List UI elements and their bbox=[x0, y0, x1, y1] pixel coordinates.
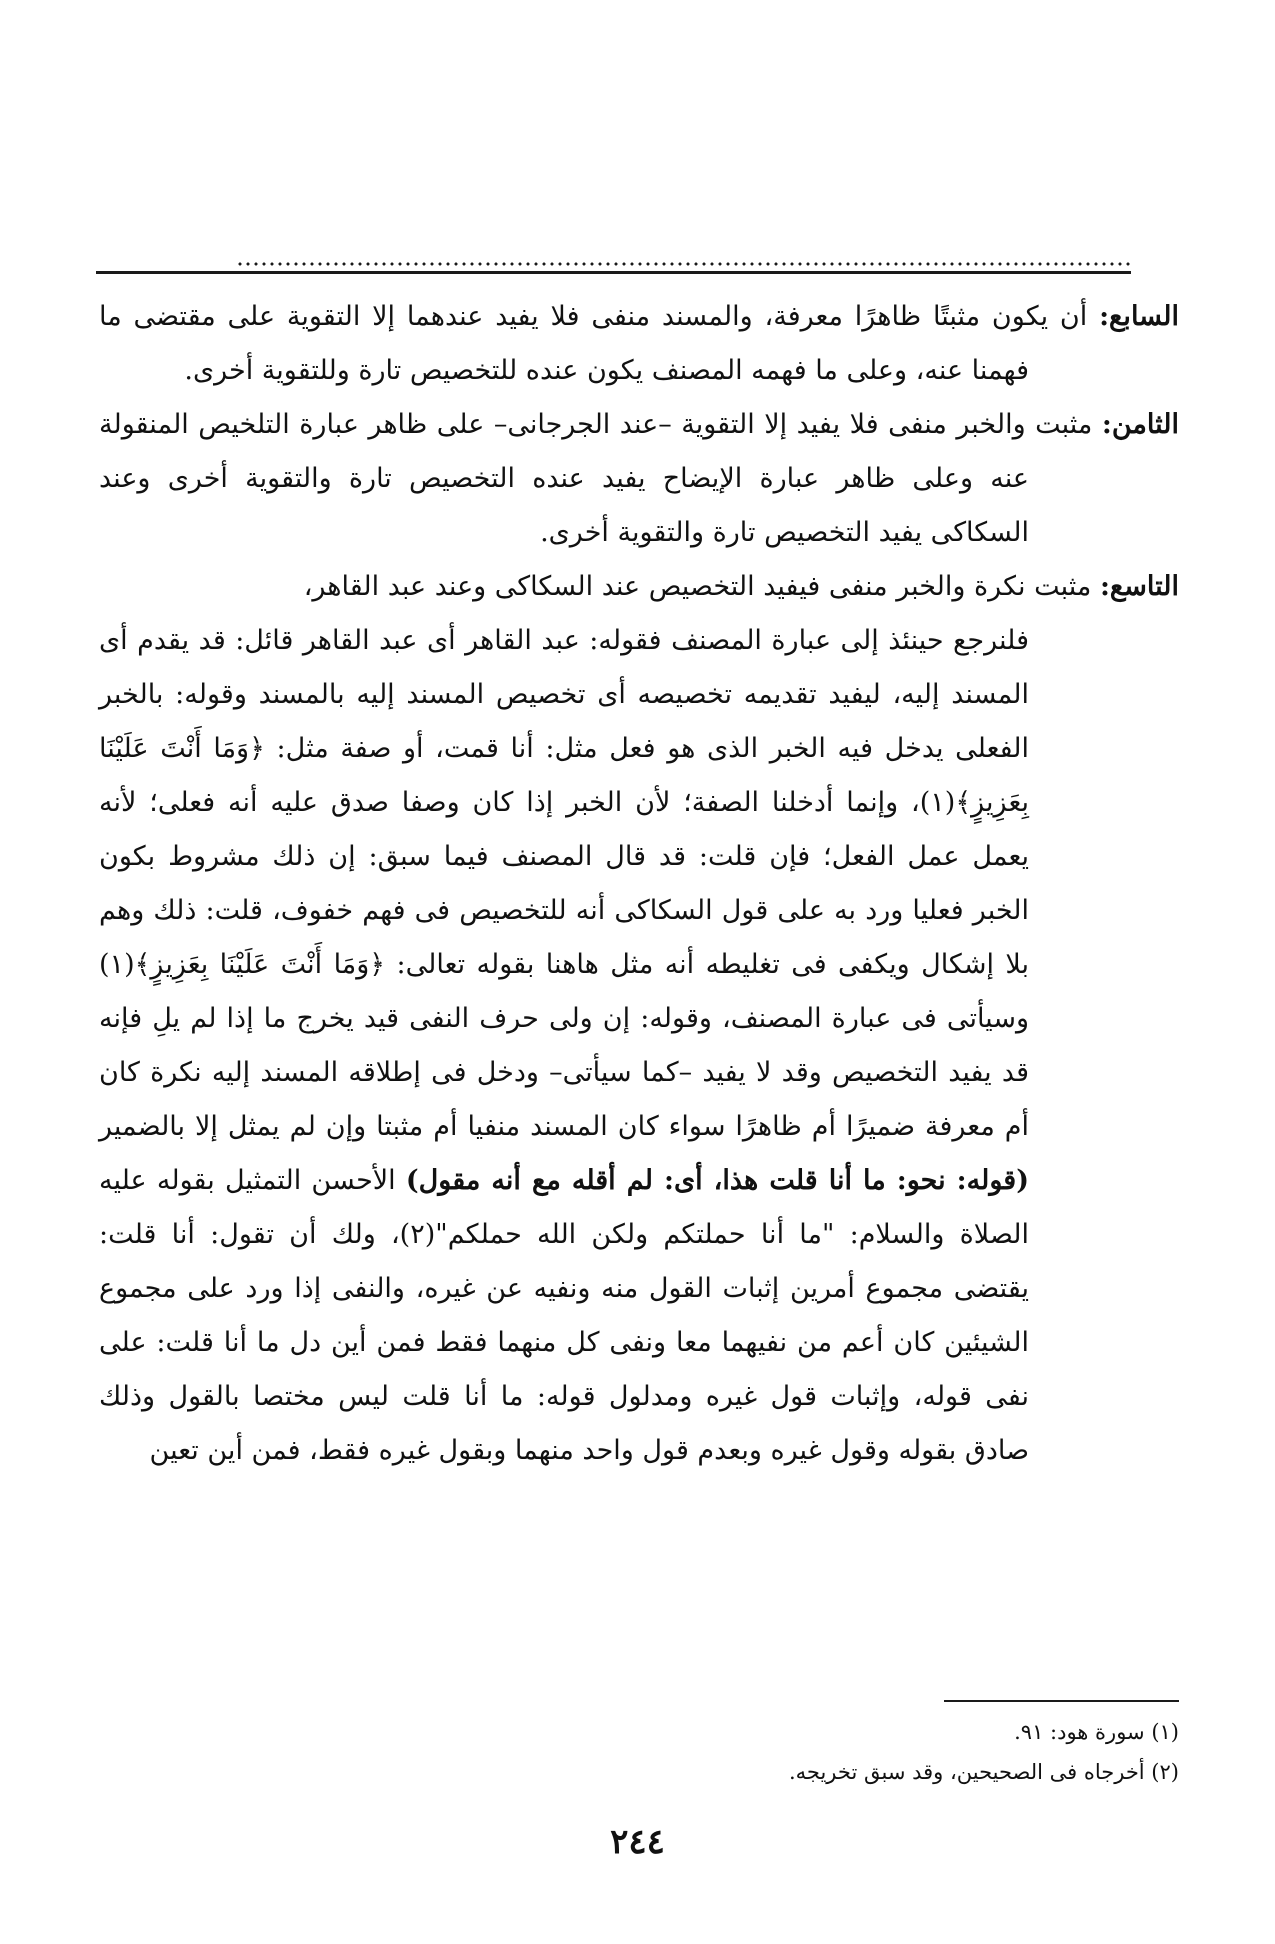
page-number: ٢٤٤ bbox=[610, 1822, 665, 1862]
paragraph-text: أن يكون مثبتًا ظاهرًا معرفة، والمسند منفى فلا يفيد عندهما إلا التقوية على مقتضى ما فهمنا عنه، وعلى ما فهمه المصنف يكون عنده للتخصيص تارة وللتقوية أخرى. bbox=[99, 301, 1088, 386]
commentary-bold-quote: (قوله: نحو: ما أنا قلت هذا، أى: لم أقله مع أنه مقول) bbox=[405, 1165, 1029, 1196]
footnote-rule bbox=[944, 1700, 1179, 1702]
commentary-text-part-2: الأحسن التمثيل بقوله عليه الصلاة والسلام: "ما أنا حملتكم ولكن الله حملكم"(٢)، ولك أن تقول: أنا قلت: يقتضى مجموع أمرين إثبات القول منه ونفيه عن غيره، والنفى إذا ورد على مجموع الشيئين كان أعم من نفيهما معا ونفى كل منهما فقط فمن أين دل ما أنا قلت: على نفى قوله، وإثبات قول غيره ومدلول قوله: ما أنا قلت ليس مختصا بالقول وذلك صادق بقوله وقول غيره وبعدم قول واحد منهما وبقول غيره فقط، فمن أين تعين bbox=[99, 1165, 1030, 1466]
paragraph-eighth bbox=[99, 398, 1179, 560]
paragraph-text: مثبت نكرة والخبر منفى فيفيد التخصيص عند السكاكى وعند عبد القاهر، bbox=[303, 571, 1092, 602]
header-rule bbox=[96, 262, 1131, 274]
commentary-text-part-1: فلنرجع حينئذ إلى عبارة المصنف فقوله: عبد القاهر أى عبد القاهر قائل: قد يقدم أى المسند إليه، ليفيد تقديمه تخصيصه أى تخصيص المسند إليه بالمسند وقوله: بالخبر الفعلى يدخل فيه الخبر الذى هو فعل مثل: أنا قمت، أو صفة مثل: ﴿وَمَا أَنْتَ عَلَيْنَا بِعَزِيزٍ﴾(١)، وإنما أدخلنا الصفة؛ لأن الخبر إذا كان وصفا صدق عليه أنه فعلى؛ لأنه يعمل عمل الفعل؛ فإن قلت: قد قال المصنف فيما سبق: إن ذلك مشروط بكون الخبر فعليا ورد به على قول السكاكى أنه للتخصيص فى فهم خفوف، قلت: ذلك وهم بلا إشكال ويكفى فى تغليطه أنه مثل هاهنا بقوله تعالى: ﴿وَمَا أَنْتَ عَلَيْنَا بِعَزِيزٍ﴾(١) وسيأتى فى عبارة المصنف، وقوله: إن ولى حرف النفى قيد يخرج ما إذا لم يلِ فإنه قد يفيد التخصيص وقد لا يفيد –كما سيأتى– ودخل فى إطلاقه المسند إليه نكرة كان أم معرفة ضميرًا أم ظاهرًا سواء كان المسند منفيا أم مثبتا وإن لم يمثل إلا بالضمير bbox=[99, 625, 1029, 1142]
paragraph-text: مثبت والخبر منفى فلا يفيد إلا التقوية –عند الجرجانى– على ظاهر عبارة التلخيص المنقولة عنه وعلى ظاهر عبارة الإيضاح يفيد عنده التخصيص تارة والتقوية أخرى وعند السكاكى يفيد التخصيص تارة والتقوية أخرى. bbox=[99, 409, 1093, 548]
footnote-2: (٢) أخرجاه فى الصحيحين، وقد سبق تخريجه. bbox=[788, 1760, 1179, 1784]
paragraph-ninth bbox=[99, 560, 1179, 614]
paragraph-lead: التاسع: bbox=[1099, 571, 1179, 602]
header-dotted-line bbox=[236, 262, 1131, 266]
commentary-paragraph bbox=[99, 614, 1179, 1478]
main-text bbox=[99, 290, 1179, 1478]
header-solid-line bbox=[96, 271, 1131, 274]
footnotes bbox=[99, 1712, 1179, 1792]
paragraph-seventh bbox=[99, 290, 1179, 398]
paragraph-lead: السابع: bbox=[1099, 301, 1179, 332]
footnote-1: (١) سورة هود: ٩١. bbox=[1014, 1720, 1179, 1744]
paragraph-lead: الثامن: bbox=[1101, 409, 1179, 440]
